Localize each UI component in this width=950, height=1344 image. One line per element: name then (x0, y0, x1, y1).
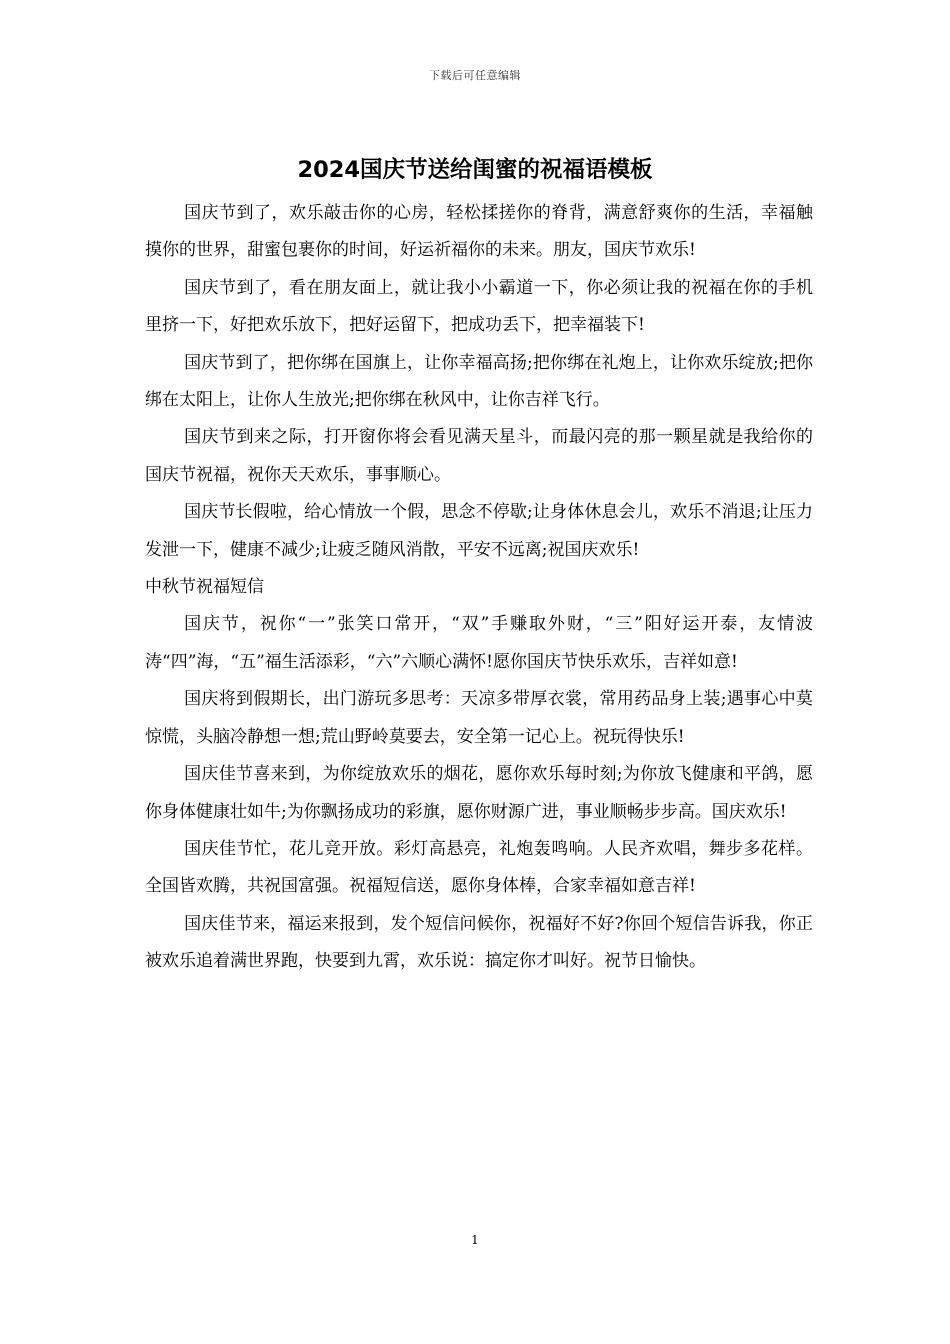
header-note: 下载后可任意编辑 (429, 69, 521, 82)
paragraph: 国庆节长假啦，给心情放一个假，思念不停歇;让身体休息会儿，欢乐不消退;让压力发泄一下，健康不减少;让疲乏随风消散，平安不远离;祝国庆欢乐! (145, 502, 813, 560)
paragraph: 国庆佳节喜来到，为你绽放欢乐的烟花，愿你欢乐每时刻;为你放飞健康和平鸽，愿你身体健康壮如牛;为你飘扬成功的彩旗，愿你财源广进，事业顺畅步步高。国庆欢乐! (145, 764, 813, 822)
paragraph: 国庆节到了，看在朋友面上，就让我小小霸道一下，你必须让我的祝福在你的手机里挤一下，好把欢乐放下，把好运留下，把成功丢下，把幸福装下! (145, 277, 813, 336)
paragraph: 国庆将到假期长，出门游玩多思考：天凉多带厚衣裳，常用药品身上装;遇事心中莫惊慌，头脑冷静想一想;荒山野岭莫要去，安全第一记心上。祝玩得快乐! (145, 689, 813, 747)
document-title: 2024国庆节送给闺蜜的祝福语模板 (297, 157, 653, 183)
paragraph: 国庆节到来之际，打开窗你将会看见满天星斗，而最闪亮的那一颗星就是我给你的国庆节祝福，祝你天天欢乐，事事顺心。 (145, 427, 813, 485)
paragraph: 国庆节到了，欢乐敲击你的心房，轻松揉搓你的脊背，满意舒爽你的生活，幸福触摸你的世界，甜蜜包裹你的时间，好运祈福你的未来。朋友，国庆节欢乐! (145, 203, 813, 261)
paragraph: 国庆佳节忙，花儿竞开放。彩灯高悬亮，礼炮轰鸣响。人民齐欢唱，舞步多花样。全国皆欢腾，共祝国富强。祝福短信送，愿你身体棒，合家幸福如意吉祥! (145, 838, 813, 897)
paragraph: 国庆节到了，把你绑在国旗上，让你幸福高扬;把你绑在礼炮上，让你欢乐绽放;把你绑在太阳上，让你人生放光;把你绑在秋风中，让你吉祥飞行。 (145, 352, 813, 411)
page-number: 1 (471, 1233, 479, 1247)
section-heading: 中秋节祝福短信 (145, 577, 264, 598)
document-body (145, 195, 813, 981)
paragraph: 国庆佳节来，福运来报到，发个短信问候你，祝福好不好?你回个短信告诉我，你正被欢乐追着满世界跑，快要到九霄，欢乐说：搞定你才叫好。祝节日愉快。 (145, 913, 813, 972)
paragraph: 国庆节，祝你“一”张笑口常开，“双”手赚取外财，“三”阳好运开泰，友情波涛“四”海，“五”福生活添彩，“六”六顺心满怀!愿你国庆节快乐欢乐，吉祥如意! (145, 614, 813, 672)
